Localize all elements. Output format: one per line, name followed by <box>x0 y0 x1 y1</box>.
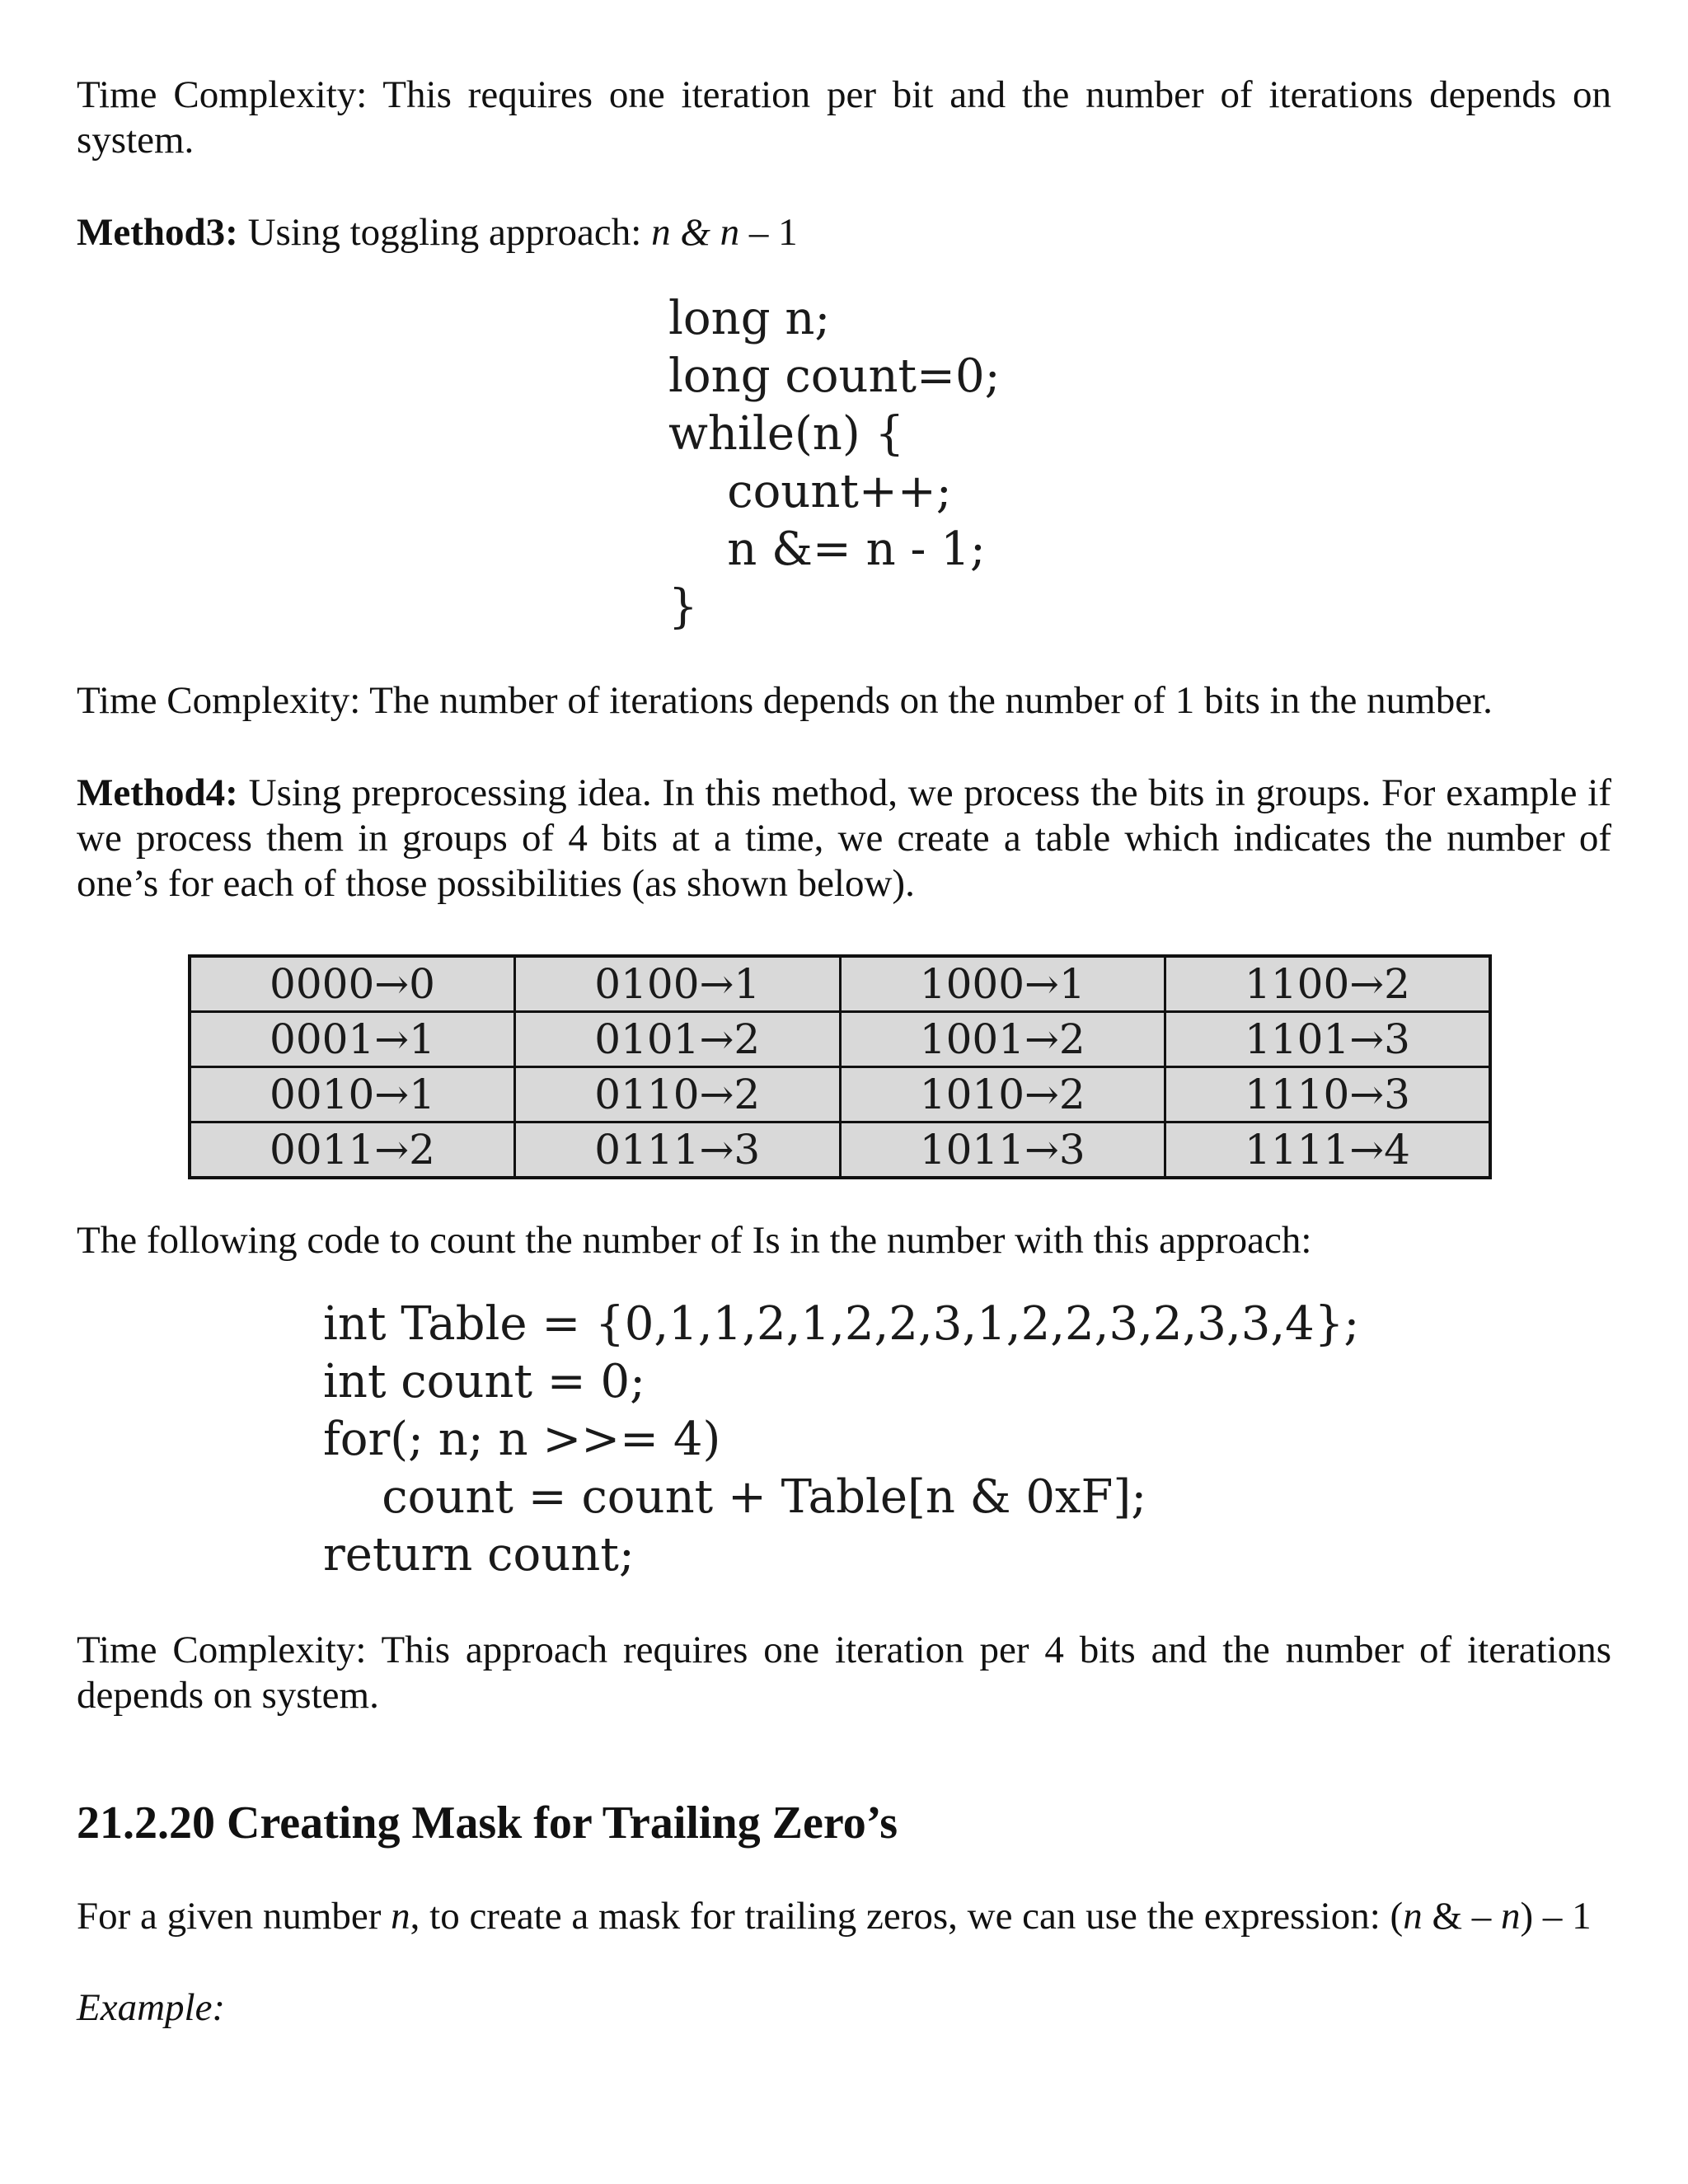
table-cell: 0001→1 <box>190 1012 515 1067</box>
code-line: while(n) { <box>668 407 905 461</box>
table-cell: 0100→1 <box>515 956 841 1012</box>
method3-paragraph <box>77 210 1611 255</box>
code-line: long count=0; <box>668 349 1001 403</box>
table-cell: 0101→2 <box>515 1012 841 1067</box>
code-line: int Table = {0,1,1,2,1,2,2,3,1,2,2,3,2,3,3,4}; <box>323 1297 1360 1351</box>
table-row <box>190 956 1490 1012</box>
method4-text: Using preprocessing idea. In this method, we process the bits in groups. For example if we process them in groups of 4 bits at a time, we create a table which indicates the number of one’s for each of those possibilities (as shown below). <box>77 771 1611 905</box>
paragraph-text-start: For a given number <box>77 1895 392 1938</box>
table-cell: 1101→3 <box>1165 1012 1491 1067</box>
table-cell: 1010→2 <box>840 1067 1165 1122</box>
code-line: } <box>668 580 698 634</box>
following-code-paragraph <box>77 1218 1611 1263</box>
method3-text: Using toggling approach: <box>237 211 652 254</box>
paragraph-text: Time Complexity: This requires one iteration per bit and the number of iterations depends on system. <box>77 73 1611 162</box>
method3-label: Method3: <box>77 211 238 254</box>
table-cell: 0000→0 <box>190 956 515 1012</box>
code-line: for(; n; n >>= 4) <box>323 1413 721 1466</box>
table-cell: 0111→3 <box>515 1122 841 1179</box>
method4-paragraph <box>77 771 1611 907</box>
trailing-zero-mask-paragraph <box>77 1894 1611 1939</box>
example-paragraph <box>77 1985 1611 2031</box>
table-cell: 1110→3 <box>1165 1067 1491 1122</box>
time-complexity-paragraph-2 <box>77 678 1611 724</box>
time-complexity-paragraph-3 <box>77 1628 1611 1718</box>
paragraph-text: Time Complexity: The number of iterations depends on the number of 1 bits in the number. <box>77 679 1493 722</box>
paragraph-text: Time Complexity: This approach requires one iteration per 4 bits and the number of iterations depends on system. <box>77 1629 1611 1717</box>
code-line: n &= n - 1; <box>668 523 986 576</box>
table-cell: 1001→2 <box>840 1012 1165 1067</box>
table-row <box>190 1122 1490 1179</box>
expression-n-negated: n <box>1501 1895 1521 1938</box>
paragraph-text: The following code to count the number of Is in the number with this approach: <box>77 1219 1312 1262</box>
code-line: long n; <box>668 292 831 345</box>
paragraph-text-end: ) – 1 <box>1520 1895 1592 1938</box>
table-cell: 0011→2 <box>190 1122 515 1179</box>
method3-expression: n & n <box>651 211 740 254</box>
variable-n: n <box>391 1895 410 1938</box>
code-line: count = count + Table[n & 0xF]; <box>323 1470 1147 1524</box>
table-cell: 1111→4 <box>1165 1122 1491 1179</box>
table-cell: 0110→2 <box>515 1067 841 1122</box>
code-block-table-lookup <box>323 1296 1359 1584</box>
table-cell: 1011→3 <box>840 1122 1165 1179</box>
table-row <box>190 1012 1490 1067</box>
method3-expression-tail: – 1 <box>739 211 798 254</box>
table-cell: 1000→1 <box>840 956 1165 1012</box>
section-heading: 21.2.20 Creating Mask for Trailing Zero’s <box>77 1797 898 1849</box>
expression-n: n <box>1403 1895 1423 1938</box>
table-cell: 0010→1 <box>190 1067 515 1122</box>
method4-label: Method4: <box>77 771 238 814</box>
paragraph-text-middle: , to create a mask for trailing zeros, we can use the expression: ( <box>410 1895 1404 1938</box>
code-block-toggling <box>668 290 1000 636</box>
table-cell: 1100→2 <box>1165 956 1491 1012</box>
expression-operator: & – <box>1422 1895 1502 1938</box>
time-complexity-paragraph-1 <box>77 73 1611 163</box>
code-line: return count; <box>323 1528 635 1582</box>
code-line: count++; <box>668 465 952 518</box>
example-label: Example: <box>77 1986 226 2029</box>
code-line: int count = 0; <box>323 1355 646 1408</box>
bit-count-lookup-table <box>188 954 1492 1179</box>
table-row <box>190 1067 1490 1122</box>
